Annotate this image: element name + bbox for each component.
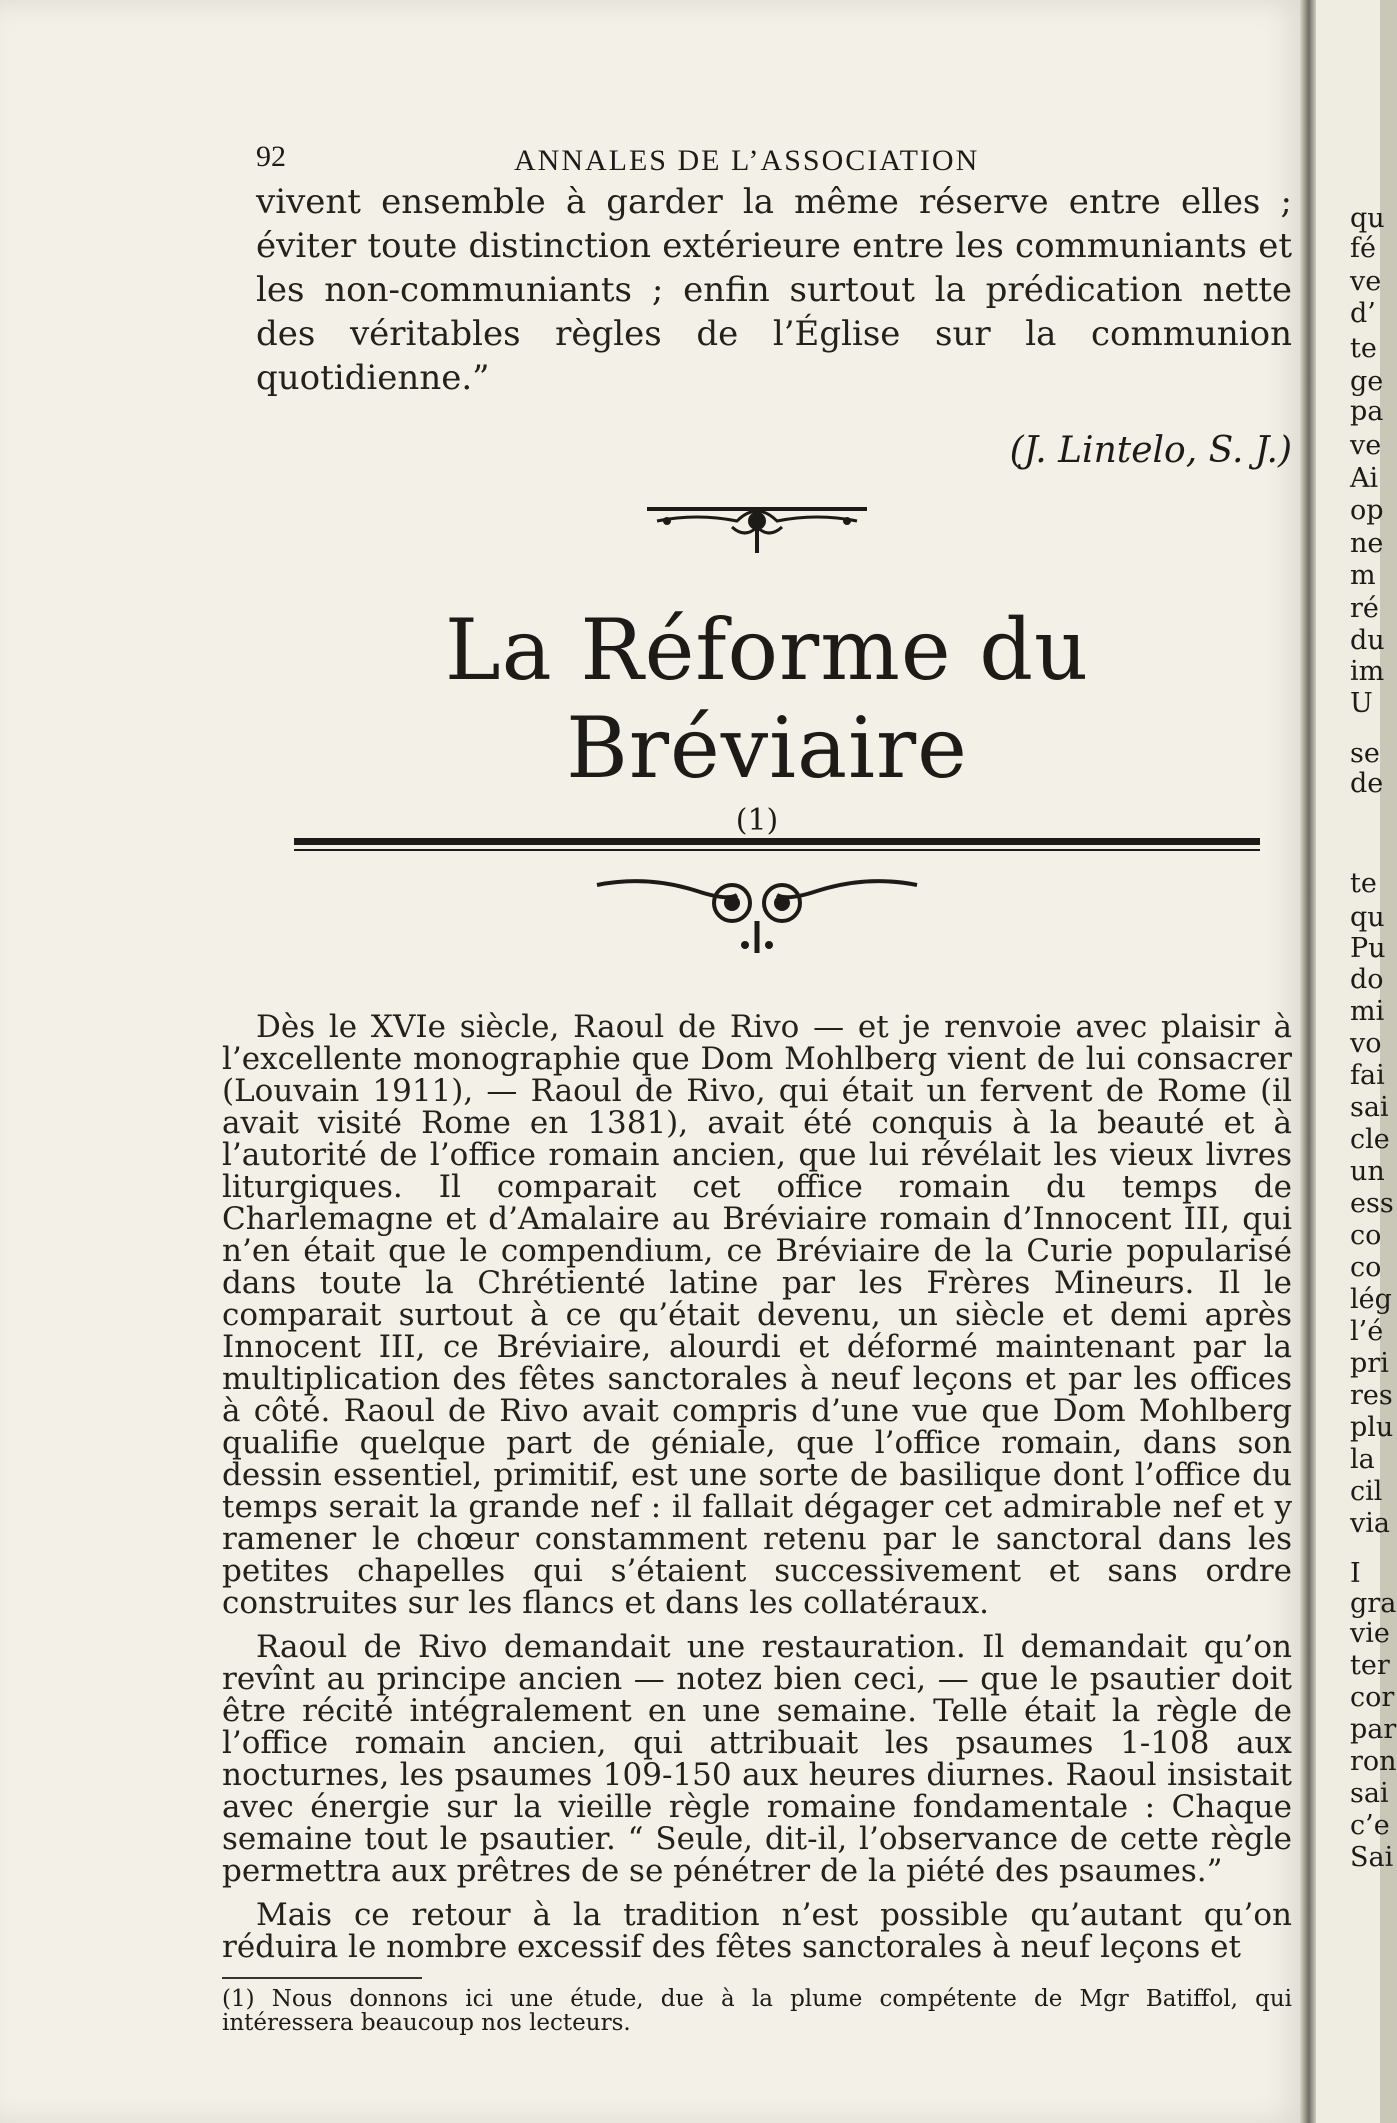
facing-page-fragment: du [1350,625,1385,656]
facing-page-fragment: cle [1350,1124,1390,1155]
title-rule-thin [294,849,1260,851]
facing-page-fragment: ron [1350,1746,1397,1777]
page-content [222,130,1292,2035]
page-header [222,130,1292,180]
facing-page-fragment: te [1350,868,1377,899]
facing-page-fragment: c’e [1350,1810,1390,1841]
facing-page-fragment: qu [1350,203,1385,234]
facing-page-fragment: te [1350,333,1377,364]
facing-page-fragment: vie [1350,1618,1390,1649]
facing-page-fragment: sai [1350,1092,1389,1123]
bottom-ornament-icon [587,871,927,961]
facing-page-fragment: co [1350,1252,1382,1283]
facing-page-fragment: mi [1350,996,1385,1027]
article-paragraph: Mais ce retour à la tradition n’est possible qu’autant qu’on réduira le nombre excessif des fêtes sanctorales à neuf leçons et [222,1897,1292,1965]
facing-page-fragment: cor [1350,1682,1395,1713]
facing-page-fragment: sai [1350,1778,1389,1809]
footnote: (1) Nous donnons ici une étude, due à la plume compétente de Mgr Batiffol, qui intéressera beaucoup nos lecteurs. [222,1986,1292,2036]
facing-page-fragment: l’é [1350,1316,1384,1347]
facing-page-fragment: ve [1350,430,1382,461]
facing-page-fragment: do [1350,964,1384,995]
footnote-rule [222,1977,422,1979]
footnote-marker: (1) [735,803,779,838]
facing-page-fragment: ve [1350,266,1382,297]
article-paragraph: Dès le XVIe siècle, Raoul de Rivo — et je renvoie avec plaisir à l’excellente monographie que Dom Mohlberg vient de lui consacrer (Louvain 1911), — Raoul de Rivo, qui était un fervent de Rome (il avait visité Rome en 1381), avait été conquis à la beauté et à l’autorité de l’office romain ancien, que lui révélait les vieux livres liturgiques. Il comparait cet office romain du temps de Charlemagne et d’Amalaire au Bréviaire romain d’Innocent III, qui n’en était que le compendium, ce Bréviaire de la Curie popularisé dans toute la Chrétienté latine par les Frères Mineurs. Il le comparait surtout à ce qu’était devenu, un siècle et demi après Innocent III, ce Bréviaire, alourdi et déformé maintenant par la multiplication des fêtes sanctorales à neuf leçons et par les offices à côté. Raoul de Rivo avait compris d’une vue que Dom Mohlberg qualifie quelque part de géniale, que l’office romain, dans son dessin essentiel, primitif, est une sorte de basilique dont l’office du temps serait la grande nef : il fallait dégager cet admirable nef et y ramener le chœur constamment retenu par le sanctoral dans les petites chapelles qui s’étaient successivement et sans ordre construites sur les flancs et dans les collatéraux. [222,1009,1292,1621]
facing-page-fragment: de [1350,768,1384,799]
facing-page-fragment: pa [1350,396,1384,427]
facing-page-fragment: plu [1350,1412,1394,1443]
facing-page-fragment: d’ [1350,298,1376,329]
facing-page-fragment: un [1350,1156,1385,1187]
facing-page-fragment: co [1350,1220,1382,1251]
facing-page-fragment: qu [1350,902,1385,933]
facing-page-fragment: ge [1350,366,1384,397]
facing-page-fragment: Sai [1350,1842,1394,1873]
facing-page-fragment: lég [1350,1284,1392,1315]
facing-page-fragment: vo [1350,1028,1382,1059]
author-signature: (J. Lintelo, S. J.) [1009,430,1292,471]
title-rule-thick [294,838,1260,845]
page-number: 92 [256,140,286,173]
facing-page-fragment: res [1350,1380,1393,1411]
facing-page-fragment: fé [1350,233,1376,264]
facing-page-fragment: pri [1350,1348,1389,1379]
facing-page-fragment: gra [1350,1588,1397,1619]
facing-page-fragment: ess [1350,1188,1394,1219]
facing-page-fragment: Pu [1350,933,1386,964]
article-title: La Réforme du Bréviaire [444,601,1090,797]
top-ornament-icon [637,491,877,561]
facing-page-fragment: im [1350,656,1385,687]
book-spine [1300,0,1316,2123]
facing-page-fragment: ter [1350,1650,1390,1681]
facing-page-fragment: via [1350,1508,1390,1539]
facing-page-fragment: ne [1350,528,1384,559]
facing-page-fragment: op [1350,495,1384,526]
facing-page-fragment: U [1350,688,1373,719]
facing-page-fragment: m [1350,560,1376,591]
article-paragraph: Raoul de Rivo demandait une restauration. Il demandait qu’on revînt au principe ancien — notez bien ceci, — que le psautier doit être récité intégralement en une semaine. Telle était la règle de l’office romain ancien, qui attribuait les psaumes 1-108 aux nocturnes, les psaumes 109-150 aux heures diurnes. Raoul insistait avec énergie sur la vieille règle romaine fondamentale : Chaque semaine tout le psautier. “ Seule, dit-il, l’observance de cette règle permettra aux prêtres de se pénétrer de la piété des psaumes.” [222,1629,1292,1889]
facing-page-fragment: cil [1350,1476,1383,1507]
article-body [222,1011,1292,2035]
article-title-block [222,601,1292,838]
facing-page [1316,0,1397,2123]
facing-page-fragment: la [1350,1444,1375,1475]
facing-page-fragment: fai [1350,1060,1385,1091]
facing-page-fragment: ré [1350,593,1379,624]
facing-page-fragment: Ai [1350,463,1379,494]
running-head: ANNALES DE L’ASSOCIATION [514,144,980,177]
facing-page-fragment: se [1350,738,1380,769]
opening-paragraph: vivent ensemble à garder la même réserve entre elles ; éviter toute distinction extérieure entre les communiants et les non-communiants ; enfin surtout la prédication nette des véritables règles de l’Église sur la communion quotidienne.” [256,182,1292,398]
facing-page-fragment: I [1350,1558,1361,1589]
facing-page-fragment: par [1350,1714,1397,1745]
